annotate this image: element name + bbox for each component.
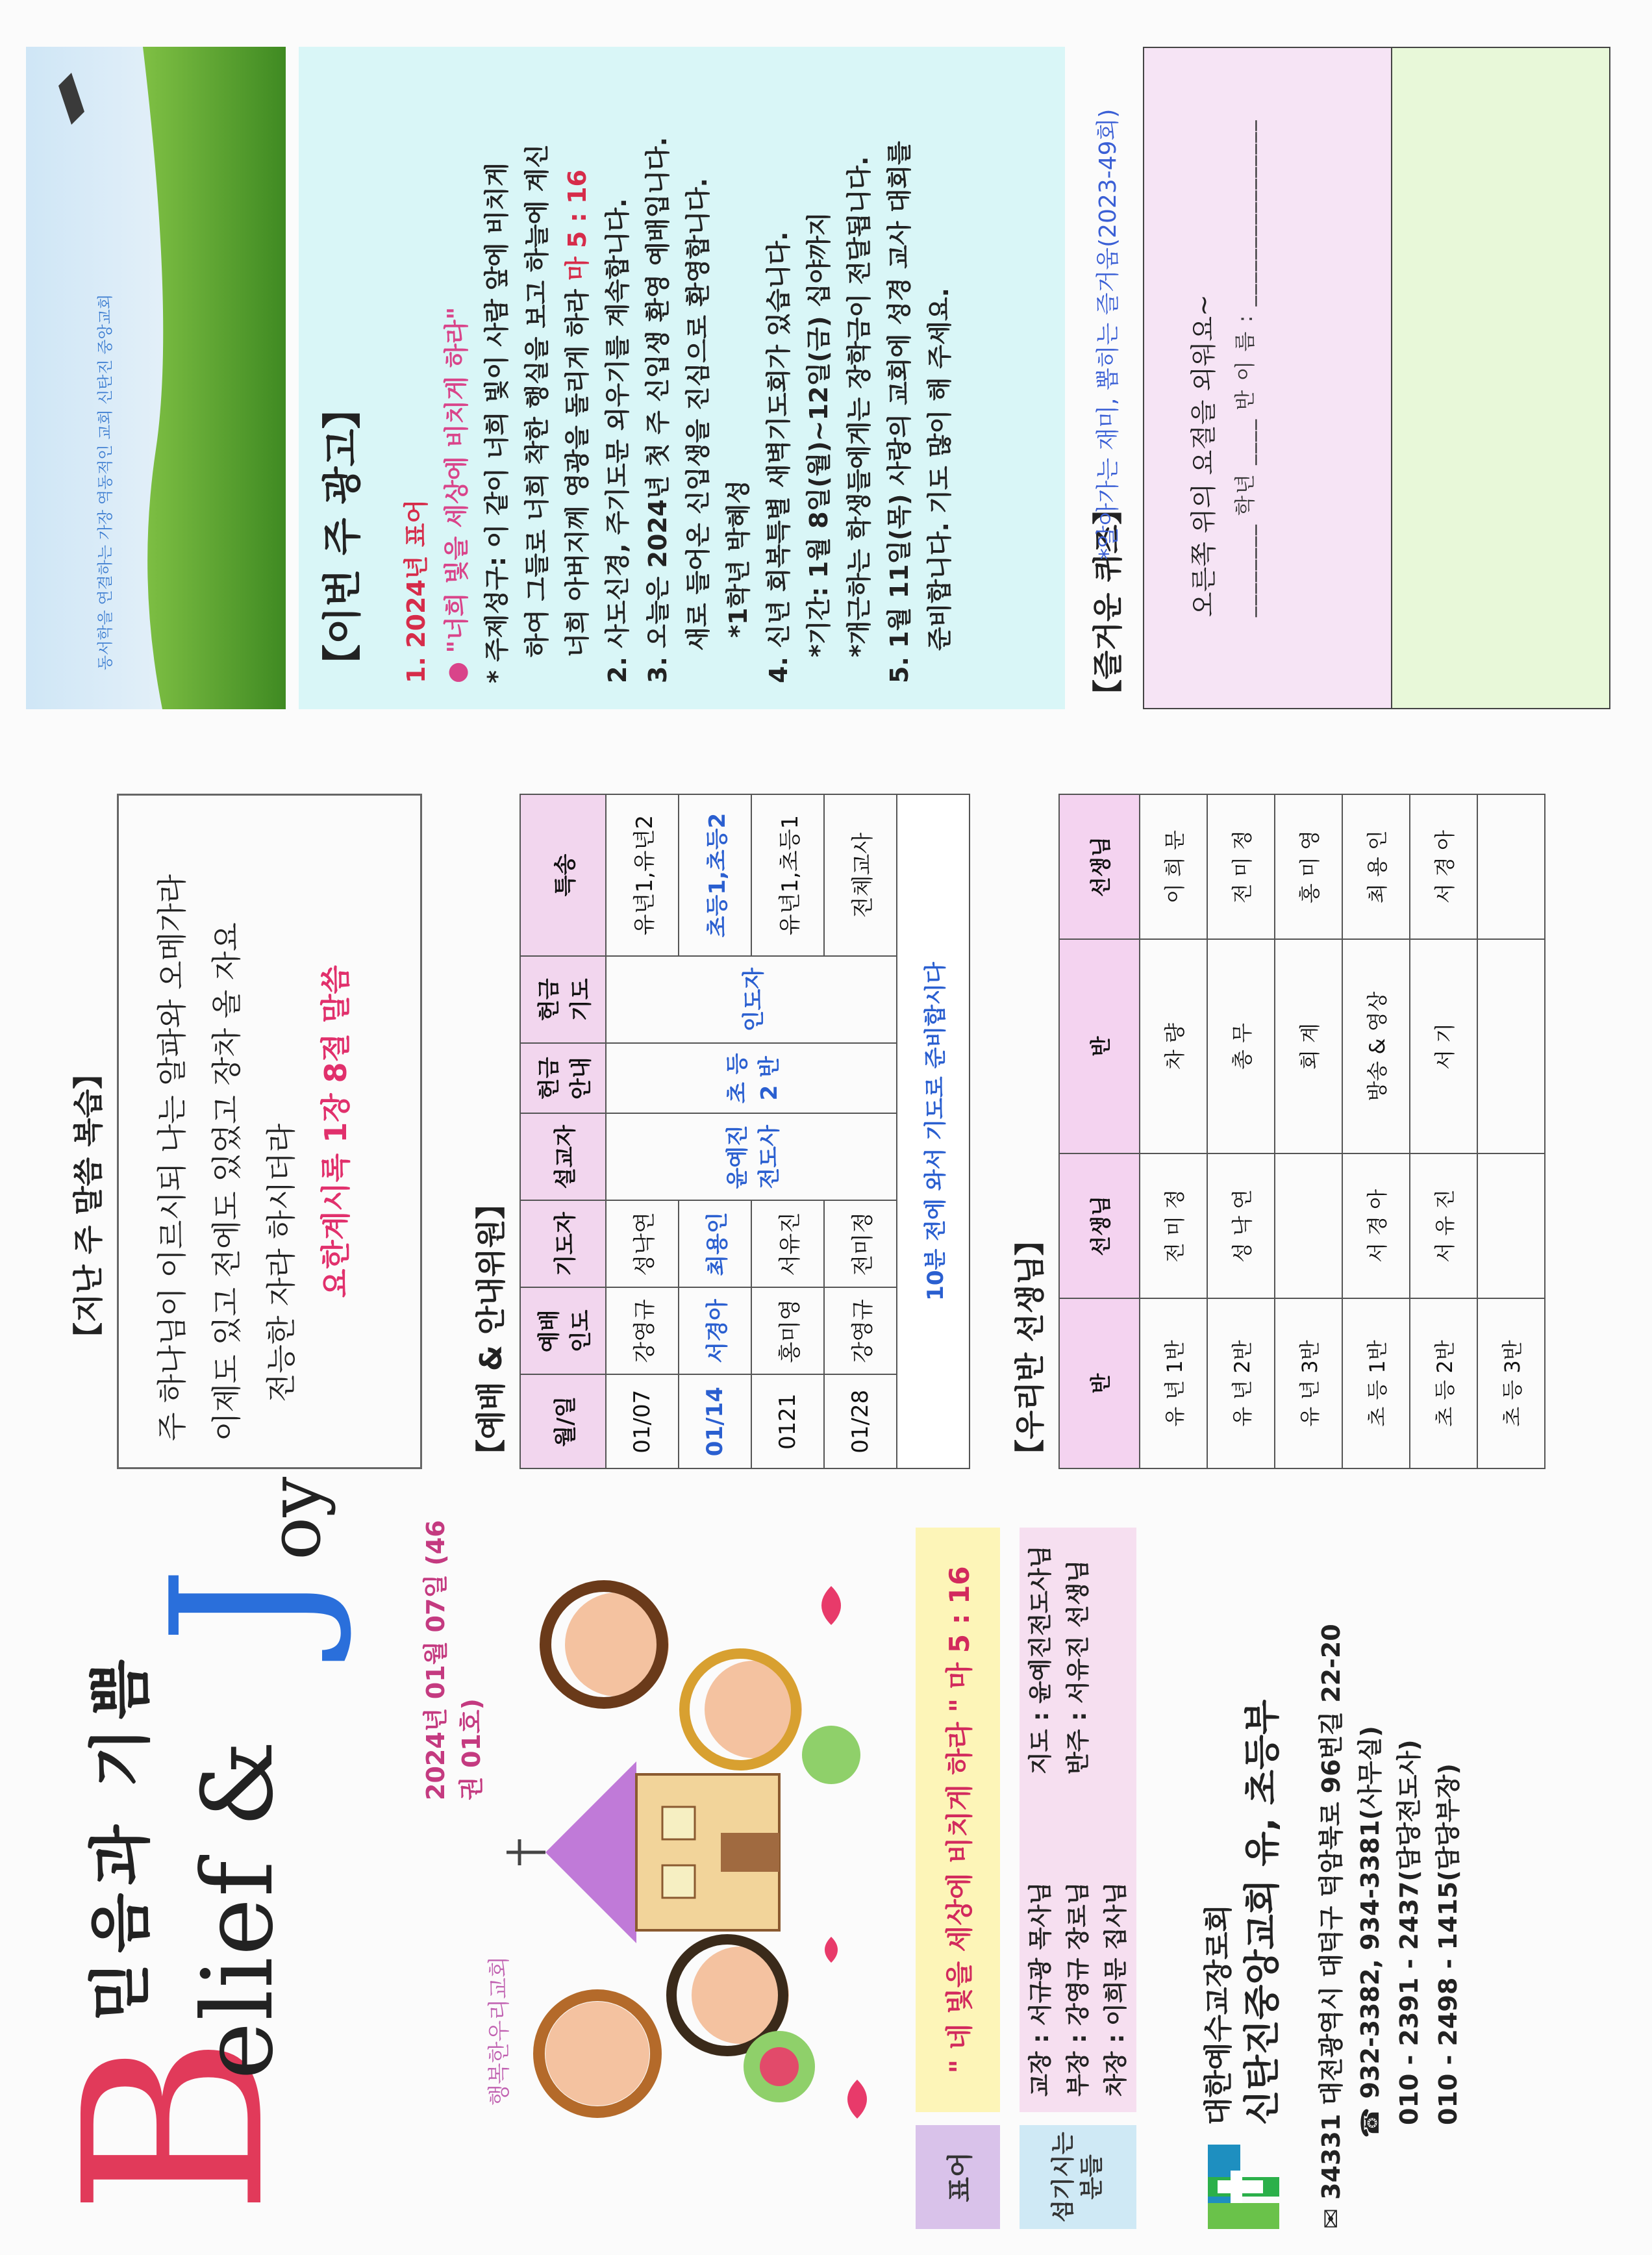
col-header: 헌금 안내 [520,1043,606,1113]
church-logo-icon [1195,2145,1279,2229]
cell-prayer: 성낙연 [606,1200,679,1287]
cell-teacher: 전 미 정 [1207,794,1275,939]
col-header: 선생님 [1059,794,1140,939]
announce-1-verse [557,60,597,683]
verse-reference: 요한계시록 1장 8절 말씀 [318,965,353,1298]
kids-house-illustration [468,1573,896,2158]
phone-evangelist: 010 - 2391 - 2437(담당전도사) [1395,1739,1423,2125]
announcements [299,47,1065,709]
address: ✉ 34331 대전광역시 대덕구 덕암북로 96번길 22-20 [1317,1624,1345,2229]
cell-teacher: 서 유 진 [1410,1153,1477,1298]
cell-special-song: 초등1,초등2 [679,794,751,956]
table-header-row [520,794,606,1468]
announce-2: 2. 사도신경, 주기도문 외우기를 계속합니다. [603,198,632,683]
cell-teacher [1477,1153,1545,1298]
cover-title [31,1476,357,2216]
col-header: 선생님 [1059,1153,1140,1298]
church-name: 신탄진중앙교회 유, 초등부 [1242,1699,1284,2125]
title-elief: elief & [182,1739,295,2080]
right-panel [0,21,1652,748]
title-letter-b: B [31,2034,319,2216]
cell-prayer: 서유진 [751,1200,824,1287]
verse-line: 전능한 자라 하시더라 [264,1123,299,1402]
quiz-heading: 【즐거운 퀴즈】 [1090,494,1125,709]
cell-date: 01/28 [824,1374,897,1468]
theme-slogan: " 네 빛을 세상에 비치게 하라 " 마 5 : 16 [916,1528,1000,2112]
verse-line: 주 하나님이 이르시되 나는 알파와 오메가라 [155,874,190,1441]
announce-3: 3. 오늘은 2024년 첫 주 신입생 환영 예배입니다. [644,136,672,683]
quiz-section [1084,47,1617,709]
cell-teacher [1275,1153,1342,1298]
illustration-caption: 행복한우리교회 [486,1956,512,2106]
cell-class: 초 등 1반 [1342,1298,1410,1468]
title-oy: oy [253,1476,336,1560]
cell-role [1477,939,1545,1153]
teacher-table-heading: 【우리반 선생님】 [1012,1226,1047,1469]
verse-review-heading: 【지난 주 말씀 복습】 [71,1059,106,1352]
cell-teacher: 최 용 인 [1342,794,1410,939]
cell-teacher: 서 경 아 [1342,1153,1410,1298]
photo-caption: 동서학을 연결하는 가장 역동적인 교회 신탄진 중앙교회 [96,294,114,670]
table-row [897,794,970,1468]
announce-4-detail: *기간: 1월 8일(월)~12일(금) 십야까지 [805,212,833,657]
cell-role: 방송 & 영상 [1342,939,1410,1153]
announce-5-detail: 준비합니다. 기도 많이 해 주세요. [925,288,954,651]
cell-offering-prayer: 인도자 [606,956,897,1043]
cell-teacher: 서 경 아 [1410,794,1477,939]
table-row [1207,794,1275,1468]
announce-1-verse-text: 너희 아버지께 영광을 돌리게 하라 [563,289,592,657]
middle-panel [0,768,1652,1495]
cell-special-song: 유년1,초등1 [751,794,824,956]
verse-review [65,794,435,1469]
title-korean: 믿음과 기쁨 [84,1651,157,2021]
landscape-photo [26,47,286,709]
title-letter-j: J [130,1566,357,1644]
table-row [1275,794,1342,1468]
verse-line: 이제도 있고 전에도 있었고 장차 올 자요 [209,922,244,1441]
announcements-body [396,60,960,683]
church-footer [1182,1528,1597,2229]
notice-text: 10분 전에 와서 기도로 준비합시다 [897,794,970,1468]
cell-date: 01/07 [606,1374,679,1468]
table-row [1477,794,1545,1468]
table-header-row [1059,794,1140,1468]
cell-offering-guide: 초 등 2 반 [606,1043,897,1113]
cell-teacher [1477,794,1545,939]
quiz-box [1143,47,1610,709]
quiz-subtitle: *알아가는 재미, 뽑히는 즐거움(2023-49회) [1095,108,1121,560]
col-header: 설교자 [520,1113,606,1200]
verse-review-box [117,794,422,1469]
quiz-question-area [1144,48,1392,708]
cell-leader: 홍미영 [751,1287,824,1374]
theme-label: 표어 [916,2125,1000,2229]
staff-list [1020,1528,1136,2112]
staff-secretary: 차장 : 이희문 집사님 [1103,1882,1129,2097]
phone-director: 010 - 2498 - 1415(담당부장) [1434,1763,1462,2125]
table-row [1342,794,1410,1468]
staff-row [1020,1528,1143,2229]
cell-class: 초 등 2반 [1410,1298,1477,1468]
cell-teacher: 전 미 정 [1140,1153,1207,1298]
cell-prayer: 전미정 [824,1200,897,1287]
announce-3-detail: 새로 들어온 신입생을 진심으로 환영합니다. [684,177,712,651]
cell-date: 0121 [751,1374,824,1468]
cell-leader: 강영규 [606,1287,679,1374]
col-header: 기도자 [520,1200,606,1287]
table-row [606,794,679,1468]
cell-teacher: 홍 미 영 [1275,794,1342,939]
col-header: 헌금 기도 [520,956,606,1043]
cell-special-song: 유년1,유년2 [606,794,679,956]
cell-prayer: 최용인 [679,1200,751,1287]
staff-accompanist: 반주 : 서유진 선생님 [1065,1559,1092,1774]
cell-role: 회 계 [1275,939,1342,1153]
staff-guide: 지도 : 윤예진전도사님 [1027,1545,1054,1774]
quiz-answer-area[interactable] [1392,48,1609,708]
cell-preacher: 윤예진 전도사 [606,1113,897,1200]
col-header: 월/일 [520,1374,606,1468]
announce-1-verse: 하여 그들로 너희 착한 행실을 보고 하늘에 계신 [523,144,551,657]
service-table-heading: 【예배 & 안내위원】 [473,1189,508,1469]
cell-leader: 강영규 [824,1287,897,1374]
table-row [1410,794,1477,1468]
service-schedule-table [519,794,970,1469]
announce-1-title: 1. 2024년 표어 [402,499,431,683]
theme-row [916,1528,1007,2229]
col-header: 특송 [520,794,606,956]
teacher-table [1058,794,1546,1469]
issue-date: 2024년 01월 07일 (46권 01호) [421,1520,486,1800]
announcements-heading: 【이번 주 광고】 [320,390,366,683]
announce-1-verse: * 주제성구: 이 같이 너희 빛이 사람 앞에 비치게 [482,162,511,683]
cover-panel [0,1476,1652,2255]
cell-teacher: 성 낙 연 [1207,1153,1275,1298]
announce-5: 5. 1월 11일(목) 사랑의 교회에 성경 교사 대회를 [885,141,914,683]
staff-pastor: 교장 : 서규광 목사님 [1027,1882,1054,2097]
cell-date: 01/14 [679,1374,751,1468]
table-row [1140,794,1207,1468]
cell-special-song: 전체교사 [824,794,897,956]
cell-class: 유 년 3반 [1275,1298,1342,1468]
phone-office: ☎ 932-3382, 934-3381(사무실) [1356,1726,1384,2138]
staff-vice: 부장 : 강영규 장로님 [1065,1882,1092,2097]
cell-class: 유 년 1반 [1140,1298,1207,1468]
cell-role: 서 기 [1410,939,1477,1153]
col-header: 반 [1059,1298,1140,1468]
announce-3-detail: *1학년 박혜성 [724,479,753,638]
denomination: 대한예수교장로회 [1202,1904,1235,2125]
cell-class: 유 년 2반 [1207,1298,1275,1468]
cell-role: 총 무 [1207,939,1275,1153]
cell-teacher: 이 희 문 [1140,794,1207,939]
cell-role: 차 량 [1140,939,1207,1153]
cell-class: 초 등 3반 [1477,1298,1545,1468]
col-header: 반 [1059,939,1140,1153]
announce-1-ref: 마 5 : 16 [563,170,592,281]
staff-label: 섬기시는분들 [1020,2125,1136,2229]
announce-4: 4. 신년 회복특별 새벽기도회가 있습니다. [764,231,793,683]
col-header: 예배 인도 [520,1287,606,1374]
announce-1-slogan: ● "너희 빛을 세상에 비치게 하라" [442,307,471,683]
quiz-name-line[interactable]: ________ 학년 ____ 반 이 름 : ________________ [1233,119,1257,617]
contact-info [1312,1528,1468,2229]
announce-4-detail: *개근하는 학생들에게는 장학금이 전달됩니다. [845,156,873,657]
quiz-question: 오른쪽 위의 요절을 외워요~ [1189,294,1219,617]
cell-leader: 서경아 [679,1287,751,1374]
